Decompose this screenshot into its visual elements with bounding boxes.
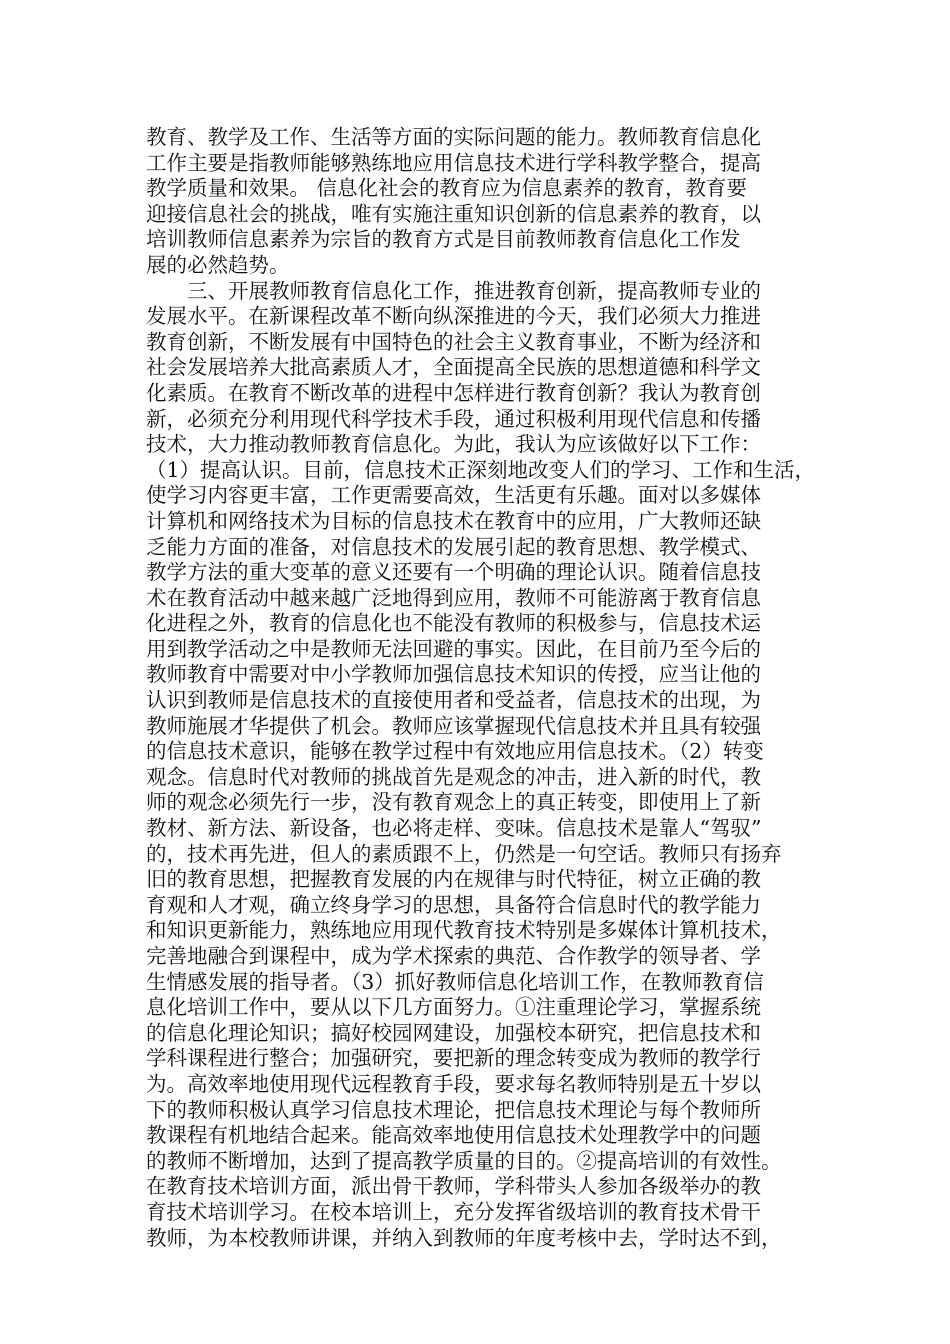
text-line: 观念。信息时代对教师的挑战首先是观念的冲击，进入新的时代，教: [146, 764, 761, 789]
text-line: 生情感发展的指导者。（3）抓好教师信息化培训工作，在教师教育信: [146, 969, 764, 994]
text-line: 教师教育中需要对中小学教师加强信息技术知识的传授，应当让他的: [146, 662, 761, 687]
text-line: 的，技术再先进，但人的素质跟不上，仍然是一句空话。教师只有扬弃: [146, 841, 782, 866]
text-line: 社会发展培养大批高素质人才，全面提高全民族的思想道德和科学文: [146, 355, 761, 380]
text-line: 旧的教育思想，把握教育发展的内在规律与时代特征，树立正确的教: [146, 867, 761, 892]
text-line: 化素质。在教育不断改革的进程中怎样进行教育创新？我认为教育创: [146, 380, 761, 405]
text-line: 教课程有机地结合起来。能高效率地使用信息技术处理教学中的问题: [146, 1123, 761, 1148]
section-heading-line: 三、开展教师教育信息化工作，推进教育创新，提高教师专业的: [187, 278, 761, 303]
text-line: 术在教育活动中越来越广泛地得到应用，教师不可能游离于教育信息: [146, 585, 761, 610]
text-line: 教材、新方法、新设备，也必将走样、变味。信息技术是靠人“驾驭”: [146, 816, 762, 841]
text-line: 教师，为本校教师讲课，并纳入到教师的年度考核中去，学时达不到，: [146, 1225, 782, 1250]
text-line: 的信息化理论知识；搞好校园网建设，加强校本研究，把信息技术和: [146, 1020, 761, 1045]
text-line: （1）提高认识。目前，信息技术正深刻地改变人们的学习、工作和生活，: [146, 457, 816, 482]
text-line: 在教育技术培训方面，派出骨干教师，学科带头人参加各级举办的教: [146, 1174, 761, 1199]
text-line: 教育、教学及工作、生活等方面的实际问题的能力。教师教育信息化: [146, 125, 761, 149]
text-line: 息化培训工作中，要从以下几方面努力。①注重理论学习，掌握系统: [146, 995, 761, 1020]
text-line: 育观和人才观，确立终身学习的思想，具备符合信息时代的教学能力: [146, 892, 761, 917]
text-line: 发展水平。在新课程改革不断向纵深推进的今天，我们必须大力推进: [146, 304, 761, 329]
text-line: 使学习内容更丰富，工作更需要高效，生活更有乐趣。面对以多媒体: [146, 483, 761, 508]
text-line: 完善地融合到课程中，成为学术探索的典范、合作教学的领导者、学: [146, 944, 761, 968]
text-line: 培训教师信息素养为宗旨的教育方式是目前教师教育信息化工作发: [146, 227, 741, 252]
text-line: 师的观念必须先行一步，没有教育观念上的真正转变，即使用上了新: [146, 790, 761, 815]
text-line: 的信息技术意识，能够在教学过程中有效地应用信息技术。（2）转变: [146, 739, 764, 764]
body-text: [146, 125, 826, 1251]
text-line: 迎接信息社会的挑战，唯有实施注重知识创新的信息素养的教育，以: [146, 201, 761, 226]
text-line: 乏能力方面的准备，对信息技术的发展引起的教育思想、教学模式、: [146, 534, 761, 559]
text-line: 教学质量和效果。 信息化社会的教育应为信息素养的教育，教育要: [146, 176, 748, 201]
text-line: 下的教师积极认真学习信息技术理论，把信息技术理论与每个教师所: [146, 1097, 761, 1122]
text-line: 用到教学活动之中是教师无法回避的事实。因此，在目前乃至今后的: [146, 636, 761, 661]
text-line: 教师施展才华提供了机会。教师应该掌握现代信息技术并且具有较强: [146, 713, 761, 738]
text-line: 展的必然趋势。: [146, 252, 290, 277]
text-line: 教育创新，不断发展有中国特色的社会主义教育事业，不断为经济和: [146, 329, 761, 354]
text-line: 学科课程进行整合；加强研究，要把新的理念转变成为教师的教学行: [146, 1046, 761, 1071]
text-line: 为。高效率地使用现代远程教育手段，要求每名教师特别是五十岁以: [146, 1071, 761, 1096]
text-line: 认识到教师是信息技术的直接使用者和受益者，信息技术的出现，为: [146, 688, 761, 713]
text-line: 技术，大力推动教师教育信息化。为此，我认为应该做好以下工作：: [146, 432, 761, 457]
text-line: 工作主要是指教师能够熟练地应用信息技术进行学科教学整合，提高: [146, 150, 761, 175]
text-line: 教学方法的重大变革的意义还要有一个明确的理论认识。随着信息技: [146, 560, 761, 585]
text-line: 新，必须充分利用现代科学技术手段，通过积极利用现代信息和传播: [146, 406, 761, 431]
text-line: 育技术培训学习。在校本培训上，充分发挥省级培训的教育技术骨干: [146, 1199, 761, 1224]
text-line: 和知识更新能力，熟练地应用现代教育技术特别是多媒体计算机技术，: [146, 918, 782, 943]
text-line: 的教师不断增加，达到了提高教学质量的目的。②提高培训的有效性。: [146, 1148, 782, 1173]
text-line: 化进程之外，教育的信息化也不能没有教师的积极参与，信息技术运: [146, 611, 761, 636]
text-line: 计算机和网络技术为目标的信息技术在教育中的应用，广大教师还缺: [146, 508, 761, 533]
